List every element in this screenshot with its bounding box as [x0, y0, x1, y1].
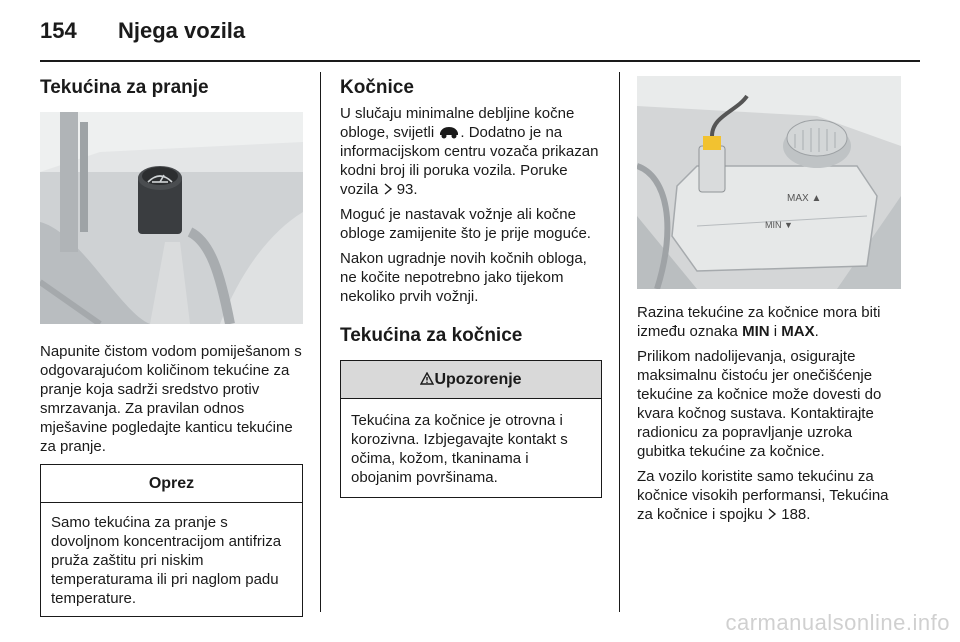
washer-reservoir-photo — [40, 112, 303, 324]
section-heading-brakes: Kočnice — [340, 77, 414, 98]
column-divider — [619, 72, 620, 612]
warning-header — [341, 361, 601, 399]
brakes-p1-text-cont: . Dodatno je na informacijskom centru vozača prikazan kodni broj ili poruka vozila. Poruke vozila — [340, 124, 599, 198]
caution-text: Samo tekućina za pranje s dovoljnom koncentracijom antifriza pruža zaštitu pri niskim temperaturama ili pri naglom padu temperature. — [51, 514, 282, 607]
caution-box — [40, 464, 303, 617]
reservoir-max-label: MAX ▲ — [787, 193, 822, 204]
caution-title: Oprez — [41, 465, 302, 503]
header-divider — [40, 60, 920, 62]
chapter-title: Njega vozila — [118, 18, 246, 43]
brake-fluid-paragraph-2: Prilikom nadolijevanja, osigurajte maksimalnu čistoću jer onečišćenje tekućine za kočnice može dovesti do kvara kočnog sustava. Kontaktirajte radionicu za popravljanje uzroka gubitka tekućine za kočnice. — [637, 348, 882, 460]
section-heading-brake-fluid: Tekućina za kočnice — [340, 325, 523, 346]
page-reference-arrow-icon — [767, 508, 777, 520]
column-brakes — [340, 72, 602, 498]
brake-fluid-paragraph-3 — [637, 467, 901, 524]
brakes-paragraph-3: Nakon ugradnje novih kočnih obloga, ne kočite nepotrebno jako tijekom nekoliko prvih vožnji. — [340, 250, 587, 305]
page-header — [40, 18, 920, 48]
column-washer-fluid — [40, 72, 303, 617]
brakes-paragraph-1 — [340, 104, 602, 199]
page-reference-arrow-icon — [383, 183, 393, 195]
min-label: MIN — [742, 323, 770, 340]
brake-pad-warning-icon — [438, 125, 460, 139]
max-label: MAX — [781, 323, 815, 340]
reservoir-min-label: MIN ▼ — [765, 220, 793, 230]
warning-triangle-icon — [420, 372, 434, 385]
warning-title: Upozorenje — [434, 371, 522, 388]
brake-fluid-p1-text: Razina tekućine za kočnice mora biti između oznaka — [637, 304, 881, 340]
warning-text: Tekućina za kočnice je otrovna i korozivna. Izbjegavajte kontakt s očima, kožom, tkaninama i obojanim površinama. — [351, 412, 568, 486]
washer-fluid-paragraph: Napunite čistom vodom pomiješanom s odgovarajućom količinom tekućine za pranje koja sadrži sredstvo protiv smrzavanja. Za pravilan odnos mješavine pogledajte kanticu tekućine za pranje. — [40, 343, 302, 455]
brakes-p1-text: U slučaju minimalne debljine kočne obloge, svijetli — [340, 105, 575, 141]
column-divider — [320, 72, 321, 612]
brakes-p1-ref[interactable]: 93. — [396, 181, 418, 198]
brake-fluid-p3-ref[interactable]: 188. — [781, 506, 811, 523]
warning-box — [340, 360, 602, 498]
brakes-paragraph-2: Moguć je nastavak vožnje ali kočne obloge zamijenite što je prije moguće. — [340, 206, 591, 242]
column-brake-fluid — [637, 72, 901, 530]
watermark: carmanualsonline.info — [725, 610, 950, 635]
and-word: i — [773, 323, 778, 340]
brake-fluid-p3-text: Za vozilo koristite samo tekućinu za kočnice visokih performansi, Tekućina za kočnice i spojku — [637, 468, 889, 523]
brake-fluid-paragraph-1 — [637, 303, 901, 341]
page-number: 154 — [40, 18, 77, 43]
p1-end: . — [814, 323, 819, 340]
section-heading-washer-fluid: Tekućina za pranje — [40, 77, 209, 98]
brake-fluid-reservoir-photo — [637, 76, 901, 289]
